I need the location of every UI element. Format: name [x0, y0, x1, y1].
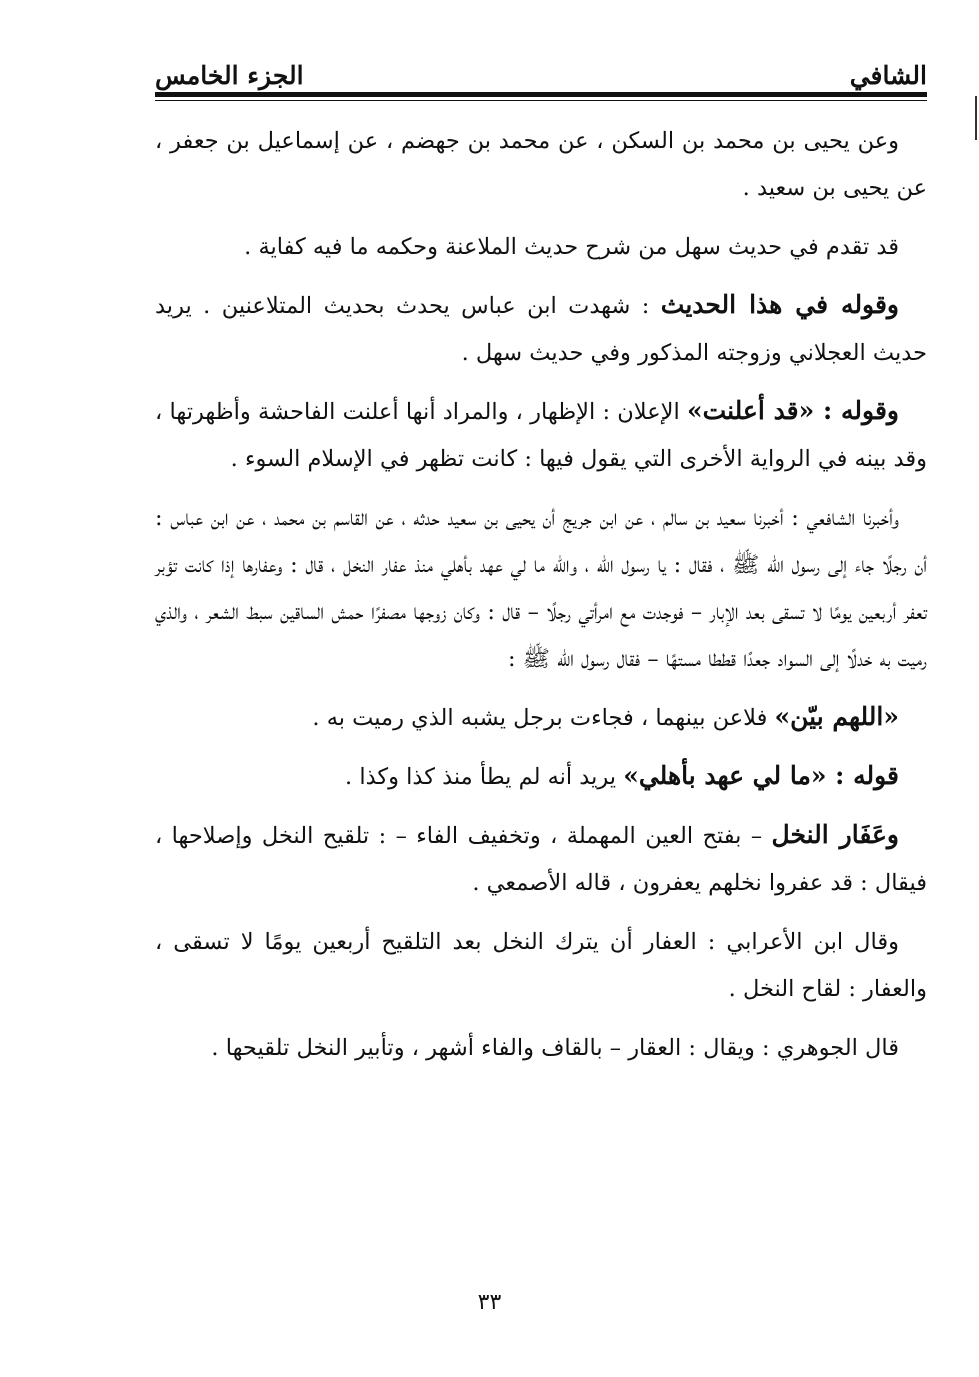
paragraph-7 [155, 752, 927, 801]
paragraph-10 [155, 1023, 927, 1072]
paragraph-6 [155, 693, 927, 742]
paragraph-4-text: الإعلان : الإظهار ، والمراد أنها أعلنت الفاحشة وأظهرتها ، وقد بينه في الرواية الأخرى التي يقول فيها : كانت تظهر في الإسلام السوء . [155, 399, 927, 472]
paragraph-5 [155, 493, 927, 683]
paragraph-3-bold: وقوله في هذا الحديث [660, 290, 899, 319]
page-edge-mark [975, 96, 977, 140]
page-body [155, 116, 927, 1082]
paragraph-3-text: : شهدت ابن عباس يحدث بحديث المتلاعنين . يريد حديث العجلاني وزوجته المذكور وفي حديث سهل . [155, 293, 927, 366]
header-rule-thin [155, 100, 927, 101]
paragraph-6-bold: «اللهم بيّن» [774, 702, 899, 731]
header-volume-title: الجزء الخامس [155, 61, 304, 90]
paragraph-8 [155, 811, 927, 907]
paragraph-1 [155, 116, 927, 212]
paragraph-5-text: وأخبرنا الشافعي : أخبرنا سعيد بن سالم ، عن ابن جريج أن يحيى بن سعيد حدثه ، عن القاسم بن محمد ، عن ابن عباس : أن رجلًا جاء إلى رسول الله ﷺ ، فقال : يا رسول الله ، والله ما لي عهد بأهلي منذ عفار النخل ، قال : وعفارها إذا كانت تؤبر تعفر أربعين يومًا لا تسقى بعد الإبار – فوجدت مع امرأتي رجلًا – قال : وكان زوجها مصفرًا حمش الساقين سبط الشعر ، والذي رميت به خدلًا إلى السواد جعدًا قططا مستهًا – فقال رسول الله ﷺ : [155, 505, 927, 672]
paragraph-4 [155, 387, 927, 483]
paragraph-2-text: قد تقدم في حديث سهل من شرح حديث الملاعنة وحكمه ما فيه كفاية . [244, 234, 899, 260]
running-header [155, 40, 927, 90]
paragraph-10-text: قال الجوهري : ويقال : العقار – بالقاف والفاء أشهر ، وتأبير النخل تلقيحها . [211, 1035, 899, 1061]
paragraph-9-text: وقال ابن الأعرابي : العفار أن يترك النخل بعد التلقيح أربعين يومًا لا تسقى ، والعفار : لقاح النخل . [155, 929, 927, 1002]
paragraph-7-bold: قوله : «ما لي عهد بأهلي» [623, 761, 899, 790]
paragraph-3 [155, 281, 927, 377]
paragraph-7-text: يريد أنه لم يطأ منذ كذا وكذا . [345, 764, 624, 790]
header-rule-thick [155, 92, 927, 97]
paragraph-2 [155, 222, 927, 271]
paragraph-6-text: فلاعن بينهما ، فجاءت برجل يشبه الذي رميت به . [312, 705, 775, 731]
paragraph-8-bold: وعَفَار النخل [771, 820, 900, 849]
header-book-title: الشافي [849, 61, 927, 90]
paragraph-1-text: وعن يحيى بن محمد بن السكن ، عن محمد بن جهضم ، عن إسماعيل بن جعفر ، عن يحيى بن سعيد . [155, 128, 927, 201]
paragraph-4-bold: وقوله : «قد أعلنت» [686, 396, 899, 425]
paragraph-8-text: – بفتح العين المهملة ، وتخفيف الفاء – : تلقيح النخل وإصلاحها ، فيقال : قد عفروا نخلهم يعفرون ، قاله الأصمعي . [155, 823, 927, 896]
paragraph-9 [155, 917, 927, 1013]
page-number: ٣٣ [477, 1290, 502, 1315]
